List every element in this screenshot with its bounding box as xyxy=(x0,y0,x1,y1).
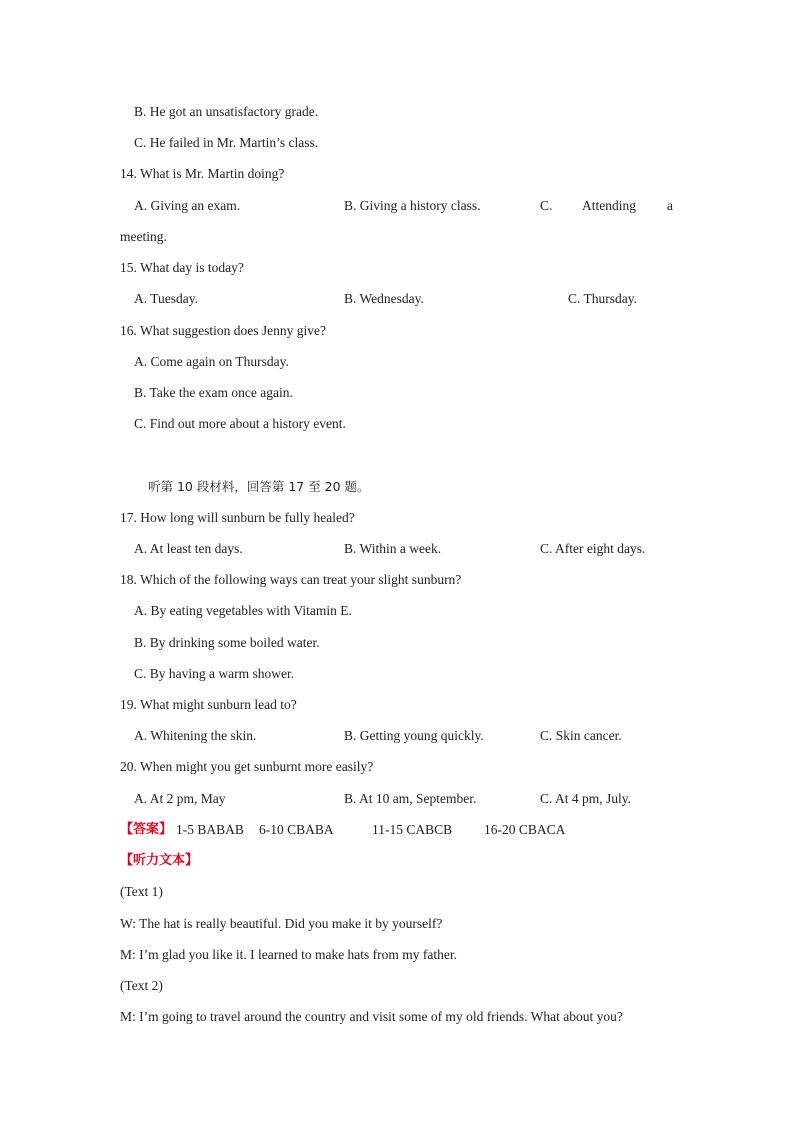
q13-option-b: B. He got an unsatisfactory grade. xyxy=(134,104,319,119)
q17-option-c: C. After eight days. xyxy=(540,541,646,556)
q14-option-c-wrap: meeting. xyxy=(120,229,167,244)
q16-question: 16. What suggestion does Jenny give? xyxy=(120,323,326,338)
text1-heading: (Text 1) xyxy=(120,884,163,899)
q17-question: 17. How long will sunburn be fully healed? xyxy=(120,510,355,525)
q20-question: 20. When might you get sunburnt more easily? xyxy=(120,759,374,774)
answer-16-20: 16-20 CBACA xyxy=(484,822,566,837)
q16-option-a: A. Come again on Thursday. xyxy=(134,354,289,369)
transcript-tag: 【听力文本】 xyxy=(120,853,199,868)
q20-option-b: B. At 10 am, September. xyxy=(344,791,477,806)
text1-man: M: I’m glad you like it. I learned to make hats from my father. xyxy=(120,947,458,962)
q18-option-b: B. By drinking some boiled water. xyxy=(134,635,320,650)
q14-option-c-word2: a xyxy=(667,198,673,213)
q18-option-c: C. By having a warm shower. xyxy=(134,666,295,681)
text1-woman: W: The hat is really beautiful. Did you make it by yourself? xyxy=(120,916,443,931)
q18-question: 18. Which of the following ways can treat your slight sunburn? xyxy=(120,572,462,587)
q19-option-a: A. Whitening the skin. xyxy=(134,728,257,743)
q17-option-b: B. Within a week. xyxy=(344,541,442,556)
q14-option-c-label: C. xyxy=(540,198,553,213)
q20-option-c: C. At 4 pm, July. xyxy=(540,791,632,806)
q18-option-a: A. By eating vegetables with Vitamin E. xyxy=(134,603,352,618)
answer-6-10: 6-10 CBABA xyxy=(259,822,334,837)
q15-option-c: C. Thursday. xyxy=(568,291,637,306)
q14-option-a: A. Giving an exam. xyxy=(134,198,241,213)
text2-heading: (Text 2) xyxy=(120,978,163,993)
q16-option-b: B. Take the exam once again. xyxy=(134,385,293,400)
q14-option-c-word1: Attending xyxy=(582,198,636,213)
q16-option-c: C. Find out more about a history event. xyxy=(134,416,346,431)
q19-question: 19. What might sunburn lead to? xyxy=(120,697,297,712)
q13-option-c: C. He failed in Mr. Martin’s class. xyxy=(134,135,319,150)
q14-question: 14. What is Mr. Martin doing? xyxy=(120,166,285,181)
q19-option-c: C. Skin cancer. xyxy=(540,728,622,743)
q20-option-a: A. At 2 pm, May xyxy=(134,791,226,806)
q15-option-a: A. Tuesday. xyxy=(134,291,199,306)
answer-tag: 【答案】 xyxy=(120,822,173,837)
q14-option-b: B. Giving a history class. xyxy=(344,198,481,213)
q19-option-b: B. Getting young quickly. xyxy=(344,728,484,743)
answer-1-5: 1-5 BABAB xyxy=(176,822,244,837)
q17-option-a: A. At least ten days. xyxy=(134,541,243,556)
answer-11-15: 11-15 CABCB xyxy=(372,822,453,837)
q15-question: 15. What day is today? xyxy=(120,260,244,275)
q15-option-b: B. Wednesday. xyxy=(344,291,424,306)
section-10-instruction: 听第 10 段材料，回答第 17 至 20 题。 xyxy=(148,479,370,494)
text2-man: M: I’m going to travel around the country and visit some of my old friends. What about you? xyxy=(120,1009,623,1024)
